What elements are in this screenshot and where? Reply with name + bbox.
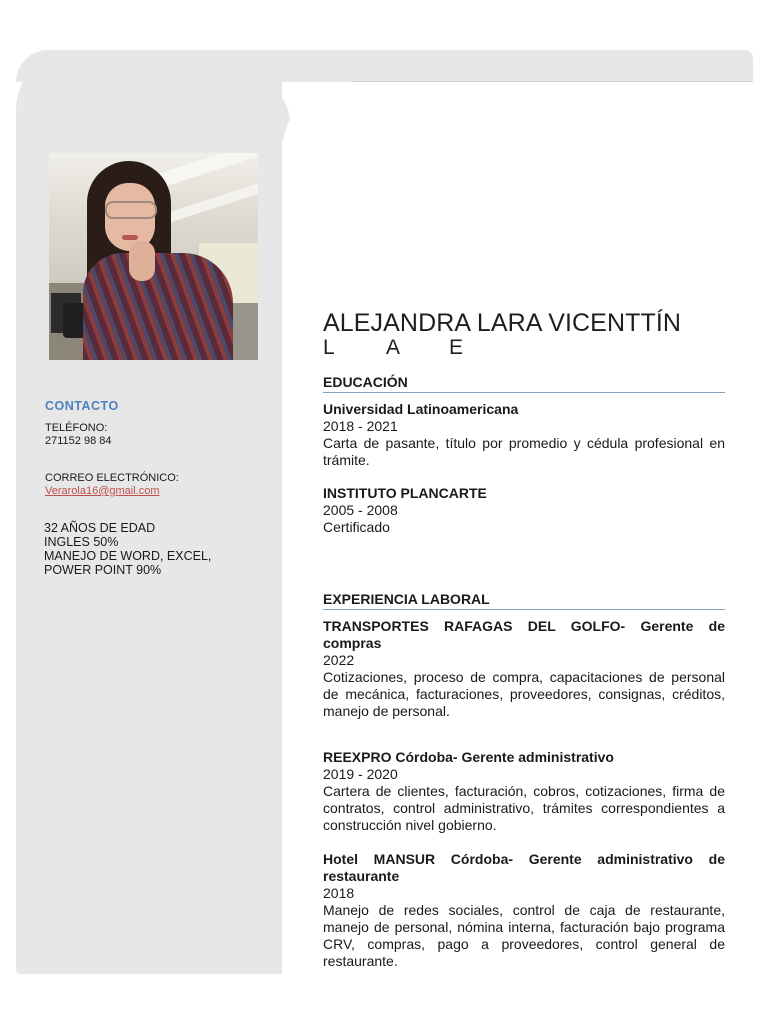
- degree-letter: A: [386, 336, 401, 359]
- school-name: INSTITUTO PLANCARTE: [323, 485, 487, 501]
- job-role: TRANSPORTES RAFAGAS DEL GOLFO- Gerente de compras: [323, 618, 725, 651]
- photo-hand: [129, 241, 155, 281]
- skill-item: POWER POINT 90%: [44, 563, 162, 577]
- school-years: 2018 - 2021: [323, 418, 398, 434]
- email-label: CORREO ELECTRÓNICO:: [45, 472, 179, 484]
- experience-rule: [323, 609, 725, 610]
- education-item: [323, 401, 725, 469]
- photo-sweater: [83, 253, 233, 360]
- photo-glasses: [105, 201, 157, 219]
- phone-label: TELÉFONO:: [45, 422, 108, 434]
- profile-photo: [49, 153, 258, 360]
- school-years: 2005 - 2008: [323, 502, 398, 518]
- email-link[interactable]: Verarola16@gmail.com: [45, 485, 160, 497]
- job-detail: Cartera de clientes, facturación, cobros, cotizaciones, firma de contratos, control administrativo, trámites correspondientes a construcción nivel gobierno.: [323, 783, 725, 833]
- job-year: 2018: [323, 885, 355, 901]
- school-detail: Certificado: [323, 519, 390, 535]
- phone-value: 271152 98 84: [45, 435, 112, 447]
- education-rule: [323, 392, 725, 393]
- skill-item: 32 AÑOS DE EDAD: [44, 521, 156, 535]
- job-role: REEXPRO Córdoba- Gerente administrativo: [323, 749, 614, 765]
- experience-heading: EXPERIENCIA LABORAL: [323, 591, 490, 607]
- degree-letter: L: [323, 336, 335, 359]
- job-year: 2019 - 2020: [323, 766, 398, 782]
- job-year: 2022: [323, 652, 355, 668]
- job-detail: Manejo de redes sociales, control de caja de restaurante, manejo de personal, nómina interna, facturación bajo programa CRV, compras, pago a proveedores, control general de restaurante.: [323, 902, 725, 969]
- header-divider: [352, 81, 752, 82]
- photo-lips: [122, 235, 138, 240]
- skill-item: INGLES 50%: [44, 535, 119, 549]
- skill-item: MANEJO DE WORD, EXCEL,: [44, 549, 212, 563]
- education-heading: EDUCACIÓN: [323, 374, 408, 390]
- skills-list: [44, 521, 211, 577]
- job-detail: Cotizaciones, proceso de compra, capacitaciones de personal de mecánica, facturaciones, proveedores, consignas, créditos, manejo de personal.: [323, 669, 725, 719]
- experience-item: [323, 749, 725, 834]
- education-item: [323, 485, 725, 536]
- experience-item: [323, 618, 725, 720]
- school-detail: Carta de pasante, título por promedio y cédula profesional en trámite.: [323, 435, 725, 468]
- contact-heading: CONTACTO: [45, 399, 119, 413]
- school-name: Universidad Latinoamericana: [323, 401, 519, 417]
- full-name: ALEJANDRA LARA VICENTTÍN: [323, 309, 682, 337]
- experience-item: [323, 851, 725, 970]
- degree-letter: E: [449, 336, 464, 359]
- job-role: Hotel MANSUR Córdoba- Gerente administrativo de restaurante: [323, 851, 725, 884]
- degree-letters: [323, 336, 512, 360]
